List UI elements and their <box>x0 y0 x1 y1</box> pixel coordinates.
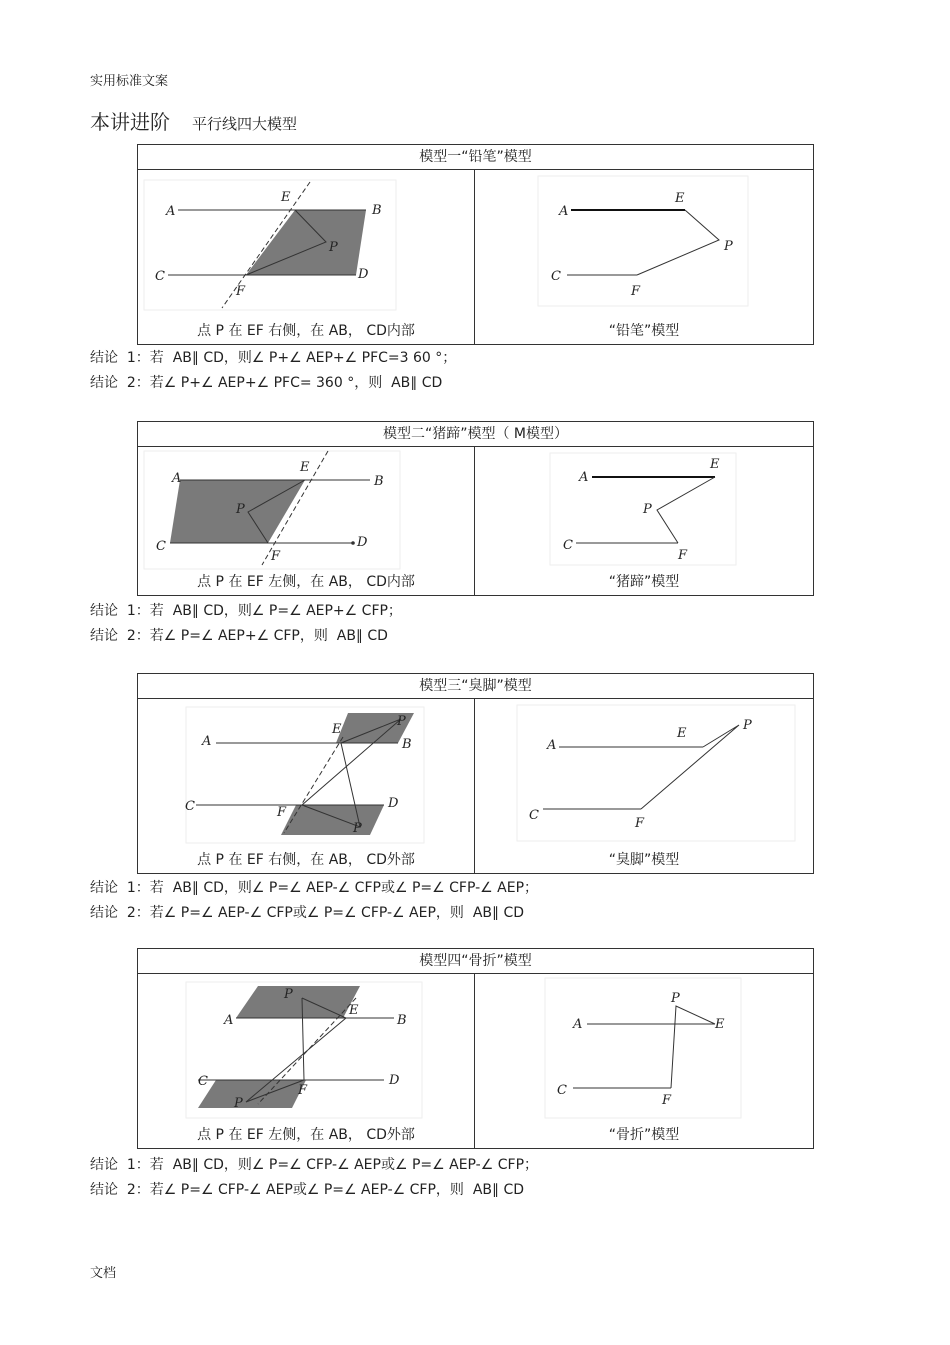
model-3-diagram-left <box>138 699 475 873</box>
label-p-lower: P <box>234 1096 243 1111</box>
model-4-left-caption: 点 P 在 EF 左侧，在 AB， CD外部 <box>197 1127 415 1143</box>
model-1-diagram-right <box>475 170 813 344</box>
shaded-region <box>198 1080 306 1108</box>
label-p: P <box>284 987 293 1002</box>
model-4-conclusion-1: 结论 1：若 AB∥ CD，则∠ P=∠ CFP-∠ AEP或∠ P=∠ AEP-∠ CFP； <box>90 1157 539 1173</box>
label-e: E <box>675 191 685 206</box>
label-a: A <box>547 738 557 753</box>
label-p: P <box>724 239 733 254</box>
label-f: F <box>662 1093 672 1108</box>
label-f: F <box>236 284 246 299</box>
shaded-region <box>281 805 384 835</box>
model-2-heading: 模型二“猪蹄”模型（ M模型） <box>138 422 813 447</box>
label-f: F <box>678 548 688 563</box>
model-3-figure-right <box>475 699 813 873</box>
model-4-diagram-right <box>475 974 813 1148</box>
label-p: P <box>329 240 338 255</box>
model-3-left-caption: 点 P 在 EF 右侧，在 AB， CD外部 <box>197 852 415 868</box>
model-1-conclusion-1: 结论 1：若 AB∥ CD，则∠ P+∠ AEP+∠ PFC=3 60 °； <box>90 350 457 366</box>
label-d: D <box>357 535 368 550</box>
model-3-table <box>137 673 814 874</box>
model-2-figure-left <box>138 447 475 595</box>
label-c: C <box>563 538 573 553</box>
label-c: C <box>557 1083 567 1098</box>
label-b: B <box>402 737 412 752</box>
model-2-conclusion-1: 结论 1：若 AB∥ CD，则∠ P=∠ AEP+∠ CFP； <box>90 603 402 619</box>
label-f: F <box>635 816 645 831</box>
model-2-table <box>137 421 814 596</box>
title-main: 本讲进阶 <box>90 110 170 134</box>
model-4-diagram-left <box>138 974 475 1148</box>
model-4-figure-right <box>475 974 813 1148</box>
label-e: E <box>715 1017 725 1032</box>
model-4-heading: 模型四“骨折”模型 <box>138 949 813 974</box>
model-1-figure-left <box>138 170 475 344</box>
model-4-conclusion-2: 结论 2：若∠ P=∠ CFP-∠ AEP或∠ P=∠ AEP-∠ CFP，则 AB∥ CD <box>90 1182 525 1198</box>
label-f: F <box>298 1083 308 1098</box>
page-title <box>90 106 297 135</box>
label-c: C <box>529 808 539 823</box>
title-sub: 平行线四大模型 <box>192 115 298 133</box>
model-3-heading: 模型三“臭脚”模型 <box>138 674 813 699</box>
label-c: C <box>155 269 165 284</box>
label-d: D <box>388 796 399 811</box>
label-a: A <box>224 1013 234 1028</box>
label-e: E <box>710 457 720 472</box>
model-1-conclusion-2: 结论 2：若∠ P+∠ AEP+∠ PFC= 360 °，则 AB∥ CD <box>90 375 443 391</box>
page-footer: 文档 <box>90 1266 117 1281</box>
label-c: C <box>551 269 561 284</box>
label-a: A <box>172 471 182 486</box>
label-c: C <box>156 539 166 554</box>
label-e: E <box>677 726 687 741</box>
label-a: A <box>559 204 569 219</box>
label-e: E <box>332 722 342 737</box>
label-d: D <box>389 1073 400 1088</box>
model-1-diagram-left <box>138 170 475 344</box>
label-e: E <box>281 190 291 205</box>
shaded-region <box>246 210 366 275</box>
shaded-region <box>236 986 360 1018</box>
label-d: D <box>358 267 369 282</box>
label-p-lower: P <box>353 821 362 836</box>
model-4-right-caption: “骨折”模型 <box>608 1127 680 1143</box>
label-a: A <box>579 470 589 485</box>
model-2-left-caption: 点 P 在 EF 左侧，在 AB， CD内部 <box>197 574 415 590</box>
label-f: F <box>271 549 281 564</box>
label-p: P <box>236 502 245 517</box>
label-e: E <box>349 1003 359 1018</box>
label-c: C <box>198 1074 208 1089</box>
label-a: A <box>202 734 212 749</box>
label-f: F <box>631 284 641 299</box>
model-3-conclusion-2: 结论 2：若∠ P=∠ AEP-∠ CFP或∠ P=∠ CFP-∠ AEP，则 AB∥ CD <box>90 905 525 921</box>
model-2-right-caption: “猪蹄”模型 <box>608 574 680 590</box>
model-3-figure-left <box>138 699 475 873</box>
model-1-figure-right <box>475 170 813 344</box>
label-e: E <box>300 460 310 475</box>
label-a: A <box>573 1017 583 1032</box>
model-2-conclusion-2: 结论 2：若∠ P=∠ AEP+∠ CFP，则 AB∥ CD <box>90 628 388 644</box>
model-3-conclusion-1: 结论 1：若 AB∥ CD，则∠ P=∠ AEP-∠ CFP或∠ P=∠ CFP-∠ AEP； <box>90 880 539 896</box>
label-b: B <box>397 1013 407 1028</box>
label-p: P <box>743 718 752 733</box>
model-1-left-caption: 点 P 在 EF 右侧，在 AB， CD内部 <box>197 323 415 339</box>
label-f: F <box>277 805 287 820</box>
model-2-figure-right <box>475 447 813 595</box>
label-p: P <box>643 502 652 517</box>
label-p: P <box>671 991 680 1006</box>
label-a: A <box>166 204 176 219</box>
label-b: B <box>374 474 384 489</box>
label-b: B <box>372 203 382 218</box>
page-header: 实用标准文案 <box>90 74 169 89</box>
model-3-diagram-right <box>475 699 813 873</box>
model-4-figure-left <box>138 974 475 1148</box>
model-3-right-caption: “臭脚”模型 <box>608 852 680 868</box>
label-c: C <box>185 799 195 814</box>
label-p: P <box>397 714 406 729</box>
model-1-right-caption: “铅笔”模型 <box>608 323 680 339</box>
model-1-heading: 模型一“铅笔”模型 <box>138 145 813 170</box>
model-4-table <box>137 948 814 1149</box>
model-1-table <box>137 144 814 345</box>
